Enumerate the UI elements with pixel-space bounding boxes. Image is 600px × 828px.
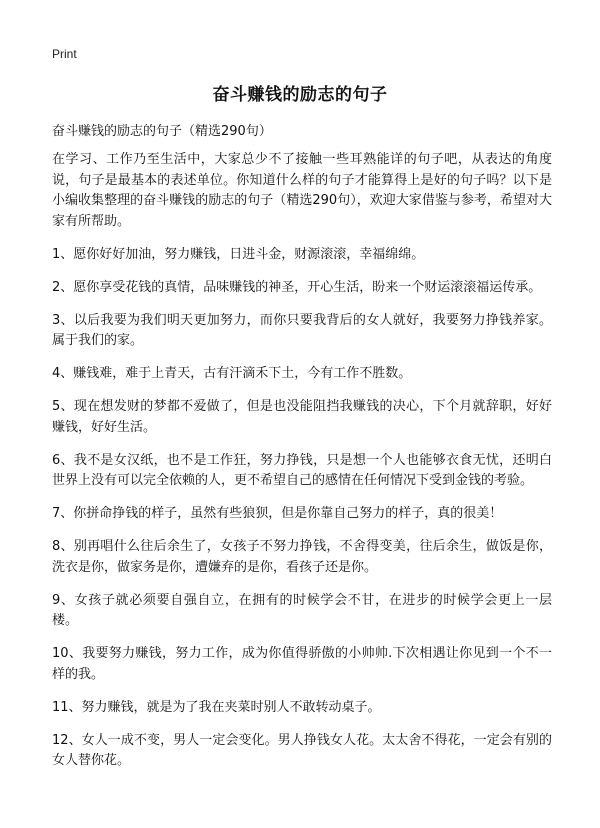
list-item: 5、现在想发财的梦都不爱做了，但是也没能阻挡我赚钱的决心，下个月就辞职，好好赚钱，好好生活。 [52,399,552,435]
list-item: 9、女孩子就必须要自强自立，在拥有的时候学会不甘，在进步的时候学会更上一层楼。 [52,592,552,628]
list-item: 12、女人一成不变，男人一定会变化。男人挣钱女人花。太太舍不得花，一定会有别的女人替你花。 [52,732,552,768]
print-link[interactable]: Print [52,47,77,61]
list-item: 3、以后我要为我们明天更加努力，而你只要我背后的女人就好，我要努力挣钱养家。属于我们的家。 [52,312,552,348]
article-body [52,150,552,784]
page-subtitle: 奋斗赚钱的励志的句子（精选290句） [52,124,272,139]
list-item: 6、我不是女汉纸，也不是工作狂，努力挣钱，只是想一个人也能够衣食无忧，还明白世界上没有可以完全依赖的人，更不希望自己的感情在任何情况下受到金钱的考验。 [52,452,552,488]
list-item: 4、赚钱难，难于上青天，古有汗滴禾下土，今有工作不胜数。 [52,366,412,381]
list-item: 1、愿你好好加油，努力赚钱，日进斗金，财源滚滚，幸福绵绵。 [52,246,425,262]
list-item: 7、你拼命挣钱的样子，虽然有些狼狈，但是你靠自己努力的样子，真的很美！ [52,506,503,521]
list-item: 10、我要努力赚钱，努力工作，成为你值得骄傲的小帅帅.下次相遇让你见到一个不一样的我。 [52,646,552,682]
list-item: 8、别再唱什么往后余生了，女孩子不努力挣钱，不舍得变美，往后余生，做饭是你，洗衣是你，做家务是你，遭嫌弃的是你，看孩子还是你。 [52,539,552,575]
list-item: 11、努力赚钱，就是为了我在夹菜时别人不敢转动桌子。 [52,699,381,715]
list-item: 2、愿你享受花钱的真情，品味赚钱的神圣，开心生活，盼来一个财运滚滚福运传承。 [52,279,542,295]
intro-paragraph: 在学习、工作乃至生活中，大家总少不了接触一些耳熟能详的句子吧，从表达的角度说，句子是最基本的表述单位。你知道什么样的句子才能算得上是好的句子吗？以下是小编收集整理的奋斗赚钱的励志的句子（精选290句），欢迎大家借鉴与参考，希望对大家有所帮助。 [52,152,552,229]
page-title: 奋斗赚钱的励志的句子 [212,85,388,105]
